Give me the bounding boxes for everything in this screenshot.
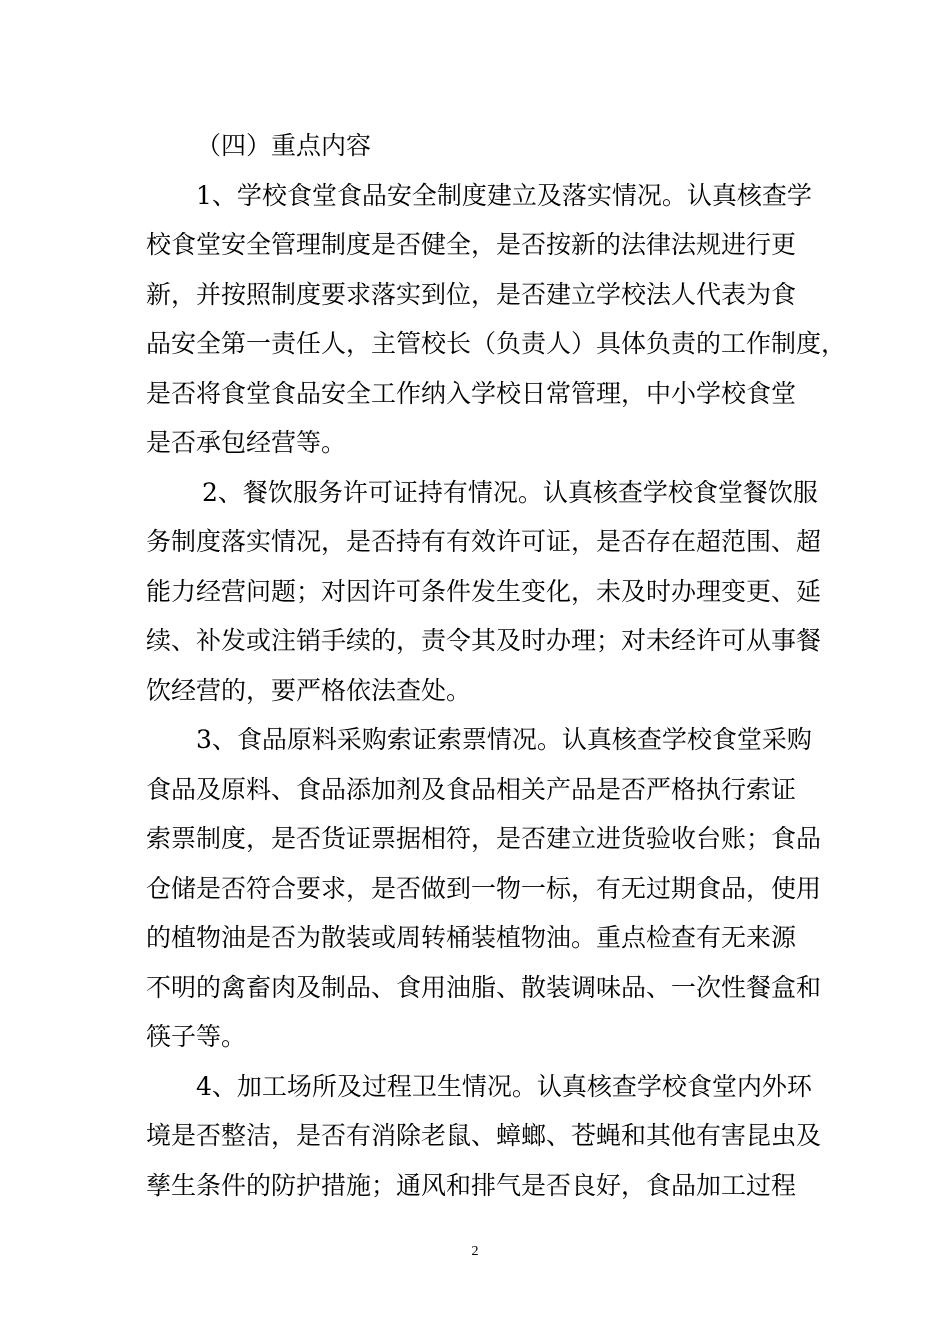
section-heading: （四）重点内容 xyxy=(196,131,372,160)
paragraph-1-line-2: 校食堂安全管理制度是否健全，是否按新的法律法规进行更 xyxy=(146,230,797,259)
paragraph-1-line-3: 新，并按照制度要求落实到位，是否建立学校法人代表为食 xyxy=(146,279,797,309)
page-number: 2 xyxy=(471,1244,479,1259)
paragraph-2-line-3: 能力经营问题；对因许可条件发生变化，未及时办理变更、延 xyxy=(146,576,822,606)
paragraph-4-line-3: 孳生条件的防护措施；通风和排气是否良好，食品加工过程 xyxy=(146,1170,797,1200)
paragraph-1-line-5: 是否将食堂食品安全工作纳入学校日常管理，中小学校食堂 xyxy=(146,378,797,408)
paragraph-2-line-2: 务制度落实情况，是否持有有效许可证，是否存在超范围、超 xyxy=(146,527,822,556)
paragraph-3-line-2: 食品及原料、食品添加剂及食品相关产品是否严格执行索证 xyxy=(146,774,797,804)
paragraph-3-line-6: 不明的禽畜肉及制品、食用油脂、散装调味品、一次性餐盒和 xyxy=(146,972,822,1002)
document-body xyxy=(146,121,847,1210)
paragraph-3-line-5: 的植物油是否为散装或周转桶装植物油。重点检查有无来源 xyxy=(146,923,797,952)
paragraph-2-line-1: 2、餐饮服务许可证持有情况。认真核查学校食堂餐饮服 xyxy=(202,477,818,507)
paragraph-1-line-4: 品安全第一责任人，主管校长（负责人）具体负责的工作制度， xyxy=(146,329,847,358)
paragraph-4-line-2: 境是否整洁，是否有消除老鼠、蟑螂、苍蝇和其他有害昆虫及 xyxy=(146,1121,822,1150)
paragraph-2-line-4: 续、补发或注销手续的，责令其及时办理；对未经许可从事餐 xyxy=(146,626,822,655)
paragraph-1-line-6: 是否承包经营等。 xyxy=(146,428,347,457)
paragraph-4-line-1: 4、加工场所及过程卫生情况。认真核查学校食堂内外环 xyxy=(196,1071,812,1101)
paragraph-2-line-5: 饮经营的，要严格依法查处。 xyxy=(146,675,472,705)
paragraph-3-line-3: 索票制度，是否货证票据相符，是否建立进货验收台账；食品 xyxy=(146,824,822,853)
paragraph-3-line-4: 仓储是否符合要求，是否做到一物一标，有无过期食品，使用 xyxy=(146,873,822,903)
paragraph-3-line-7: 筷子等。 xyxy=(146,1022,247,1051)
paragraph-1-line-1: 1、学校食堂食品安全制度建立及落实情况。认真核查学 xyxy=(196,180,812,210)
paragraph-3-line-1: 3、食品原料采购索证索票情况。认真核查学校食堂采购 xyxy=(196,725,812,754)
